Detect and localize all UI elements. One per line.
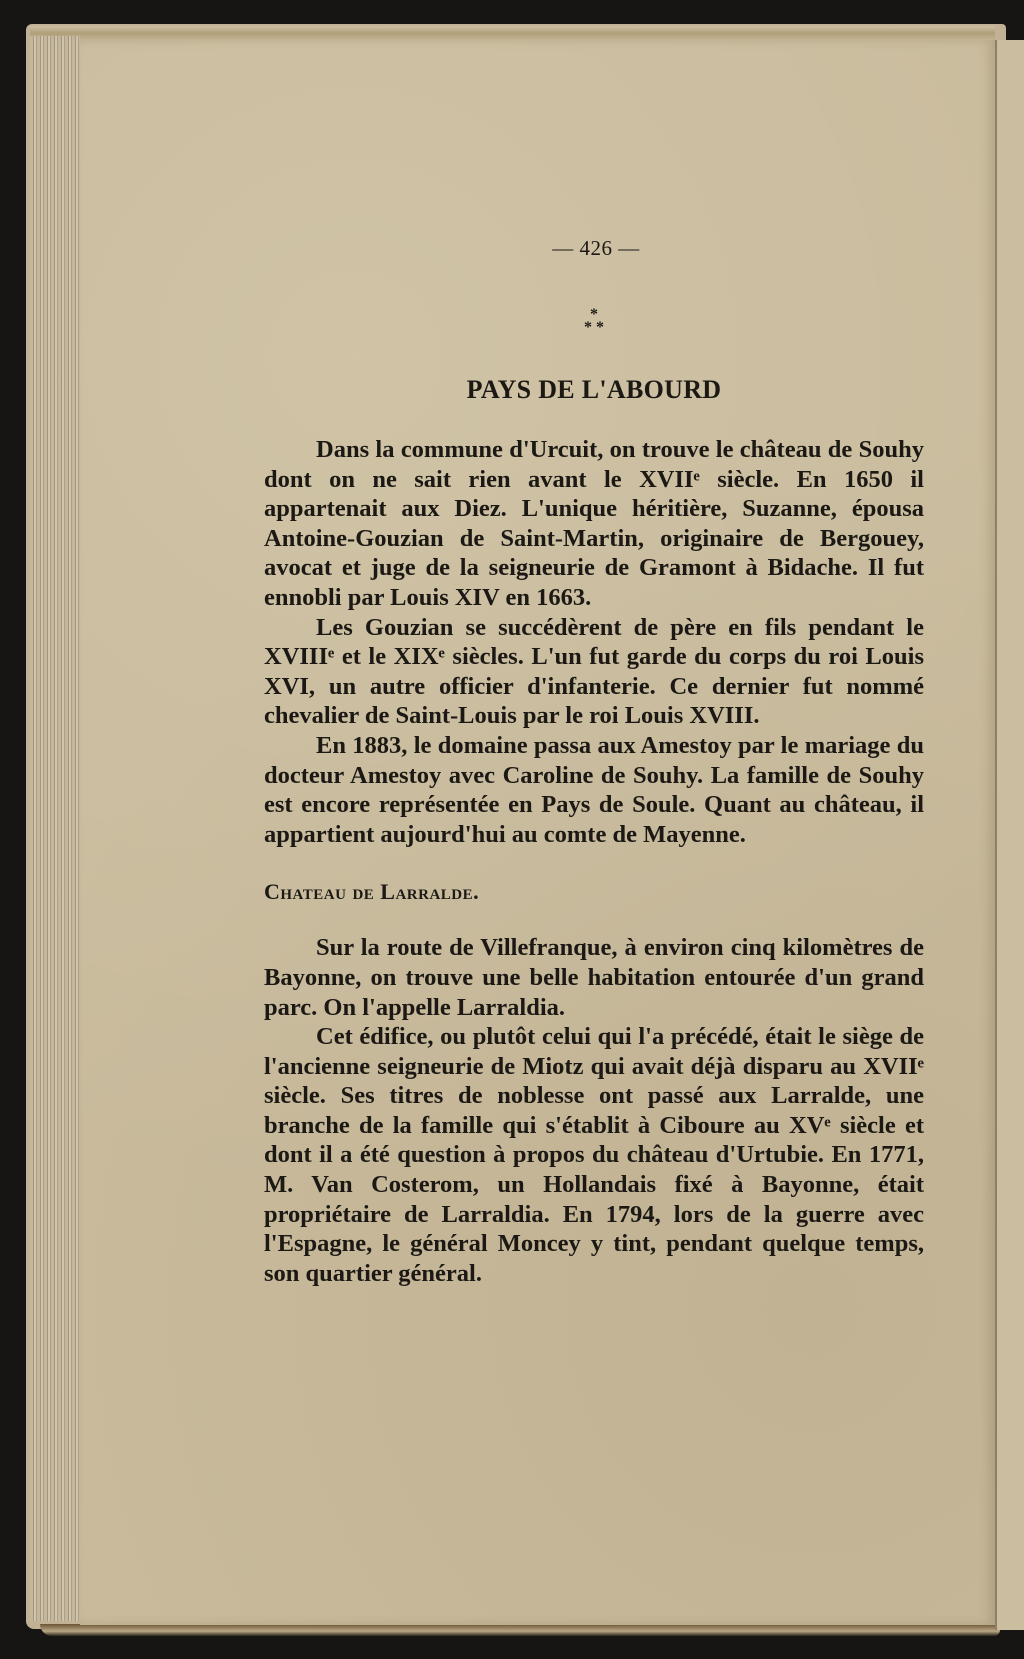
asterism-top: * [590, 306, 598, 323]
paragraph: Sur la route de Villefranque, à environ cinq kilomètres de Bayonne, on trouve une belle habitation entourée d'un grand parc. On l'appelle Larraldia. [264, 934, 924, 1021]
facing-page-edge [995, 40, 1024, 1630]
paragraph: Dans la commune d'Urcuit, on trouve le château de Souhy dont on ne sait rien avant le XVIIᵉ siècle. En 1650 il appartenait aux Diez. L'unique héritière, Suzanne, épousa Antoine-Gouzian de Saint-Martin, originaire de Bergouey, avocat et juge de la seigneurie de Gramont à Bidache. Il fut ennobli par Louis XIV en 1663. [264, 436, 924, 611]
section-souhy [264, 435, 924, 849]
page-number: — 426 — [552, 236, 640, 260]
page-text-block [264, 236, 924, 1288]
book-bottom-edge [40, 1624, 1000, 1636]
paragraph: En 1883, le domaine passa aux Amestoy par le mariage du docteur Amestoy avec Caroline de Souhy. La famille de Souhy est encore représentée en Pays de Soule. Quant au château, il appartient aujourd'hui au comte de Mayenne. [264, 731, 924, 848]
section-title: PAYS DE L'ABOURD [466, 375, 722, 404]
paragraph: Les Gouzian se succédèrent de père en fils pendant le XVIIIᵉ et le XIXᵉ siècles. L'un fut garde du corps du roi Louis XVI, un autre officier d'infanterie. Ce dernier fut nommé chevalier de Saint-Louis par le roi Louis XVIII. [264, 613, 924, 730]
subheading-chateau-de-larralde: Chateau de Larralde. [264, 879, 480, 905]
asterism-divider [264, 306, 924, 336]
page-fore-edges [30, 36, 80, 1621]
asterism-bottom: * * [584, 319, 604, 336]
section-larralde [264, 933, 924, 1288]
paragraph: Cet édifice, ou plutôt celui qui l'a précédé, était le siège de l'ancienne seigneurie de Miotz qui avait déjà disparu au XVIIᵉ siècle. Ses titres de noblesse ont passé aux Larralde, une branche de la famille qui s'établit à Ciboure au XVᵉ siècle et dont il a été question à propos du château d'Urtubie. En 1771, M. Van Costerom, un Hollandais fixé à Bayonne, était propriétaire de Larraldia. En 1794, lors de la guerre avec l'Espagne, le général Moncey y tint, pendant quelque temps, son quartier général. [264, 1023, 924, 1287]
